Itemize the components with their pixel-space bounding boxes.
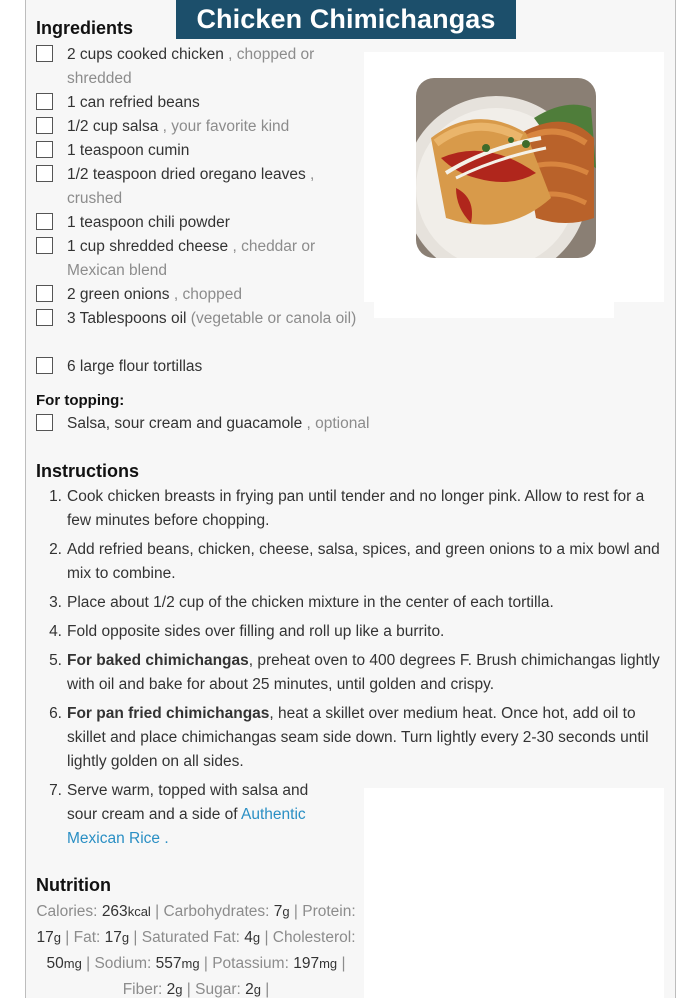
nutrition-item: Calories: 263kcal	[36, 903, 151, 920]
nutrition-item: Fat: 17g	[73, 929, 130, 946]
step-number: 7.	[49, 782, 62, 799]
nutrition-item: Protein: 17g	[36, 903, 356, 946]
step-number: 4.	[49, 623, 62, 640]
ingredient-item	[36, 91, 366, 115]
nutrition-heading: Nutrition	[36, 875, 111, 895]
ingredient-amount: 3 Tablespoons oil	[67, 310, 187, 327]
nutrition-item: Carbohydrates: 7g	[163, 903, 290, 920]
nutrition-item: Saturated Fat: 4g	[141, 929, 261, 946]
ingredient-amount: 1/2 teaspoon dried oregano leaves	[67, 166, 306, 183]
ingredient-item	[36, 43, 366, 91]
topping-checkbox[interactable]	[36, 414, 53, 431]
instruction-step	[36, 538, 666, 586]
link-suffix: .	[160, 830, 169, 847]
ingredient-checkbox[interactable]	[36, 117, 53, 134]
step-number: 6.	[49, 705, 62, 722]
step-number: 5.	[49, 652, 62, 669]
step-text: , heat a skillet over medium heat. Once hot, add oil to skillet and place chimichangas seam side down. Turn lightly every 2-30 seconds until lightly golden on all sides.	[67, 705, 649, 770]
instruction-step	[36, 779, 336, 851]
ingredient-note: , chopped	[169, 286, 242, 303]
step-text: , preheat oven to 400 degrees F. Brush chimichangas lightly with oil and bake for about 25 minutes, until golden and crispy.	[67, 652, 660, 693]
step-text: Cook chicken breasts in frying pan until tender and no longer pink. Allow to rest for a few minutes before chopping.	[67, 488, 645, 529]
nutrition-item: Sugar: 2g	[195, 981, 261, 998]
ingredient-checkbox[interactable]	[36, 357, 53, 374]
ingredient-note: , cheddar or Mexican blend	[67, 238, 316, 279]
ingredient-checkbox[interactable]	[36, 141, 53, 158]
ingredient-checkbox[interactable]	[36, 309, 53, 326]
ingredient-item	[36, 355, 366, 379]
chimichanga-photo-image	[416, 78, 596, 258]
topping-item	[36, 412, 436, 436]
image-panel-footer	[374, 300, 614, 318]
topping-heading: For topping:	[36, 392, 125, 409]
instruction-step	[36, 649, 666, 697]
ingredient-note: , crushed	[67, 166, 315, 207]
ingredient-amount: 1 can refried beans	[67, 94, 200, 111]
ingredient-amount: 1/2 cup salsa	[67, 118, 159, 135]
step-text: Serve warm, topped with salsa and sour cream and a side of	[67, 782, 309, 823]
nutrition-item: Fiber: 2g	[122, 981, 183, 998]
mexican-rice-link[interactable]: Authentic Mexican Rice	[67, 806, 306, 847]
ingredient-item	[36, 115, 366, 139]
recipe-photo	[416, 78, 596, 258]
ingredient-checkbox[interactable]	[36, 213, 53, 230]
ingredient-item	[36, 163, 366, 211]
instructions-heading: Instructions	[36, 461, 140, 481]
step-text: Add refried beans, chicken, cheese, salsa, spices, and green onions to a mix bowl and mix to combine.	[67, 541, 660, 582]
step-number: 3.	[49, 594, 62, 611]
ingredient-checkbox[interactable]	[36, 45, 53, 62]
ingredient-item	[36, 211, 366, 235]
ingredient-amount: 1 cup shredded cheese	[67, 238, 229, 255]
ingredient-item	[36, 307, 366, 331]
ingredient-item	[36, 283, 366, 307]
nutrition-item: Potassium: 197mg	[212, 955, 338, 972]
nutrition-item: Cholesterol: 50mg	[46, 929, 356, 972]
ingredient-amount: 2 cups cooked chicken	[67, 46, 224, 63]
step-number: 2.	[49, 541, 62, 558]
ingredient-checkbox[interactable]	[36, 285, 53, 302]
step-text: Fold opposite sides over filling and roll up like a burrito.	[67, 623, 445, 640]
nutrition-item: Sodium: 557mg	[94, 955, 200, 972]
step-bold-text: For baked chimichangas	[67, 652, 249, 669]
ingredient-note: , your favorite kind	[158, 118, 290, 135]
ingredient-amount: 1 teaspoon cumin	[67, 142, 190, 159]
ingredient-note: , chopped or shredded	[67, 46, 315, 87]
ingredient-checkbox[interactable]	[36, 93, 53, 110]
ingredient-checkbox[interactable]	[36, 165, 53, 182]
instruction-step	[36, 702, 666, 774]
recipe-title: Chicken Chimichangas	[176, 0, 516, 39]
ingredients-heading: Ingredients	[36, 18, 134, 38]
ingredient-checkbox[interactable]	[36, 237, 53, 254]
instruction-step	[36, 620, 666, 644]
step-bold-text: For pan fried chimichangas	[67, 705, 270, 722]
ingredient-item	[36, 235, 366, 283]
image-panel-lower	[364, 788, 664, 998]
instruction-step	[36, 485, 666, 533]
step-number: 1.	[49, 488, 62, 505]
ingredient-note: (vegetable or canola oil)	[186, 310, 357, 327]
ingredient-amount: 2 green onions	[67, 286, 170, 303]
topping-note: , optional	[302, 415, 370, 432]
ingredient-amount: 1 teaspoon chili powder	[67, 214, 230, 231]
ingredient-item	[36, 139, 366, 163]
step-text: Place about 1/2 cup of the chicken mixture in the center of each tortilla.	[67, 594, 554, 611]
instruction-step	[36, 591, 666, 615]
nutrition-facts: Calories: 263kcal | Carbohydrates: 7g | Protein: 17g | Fat: 17g | Saturated Fat: 4g | Cholesterol: 50mg | Sodium: 557mg | Potassium: 197mg | Fiber: 2g | Sugar: 2g |	[36, 903, 356, 998]
ingredient-amount: 6 large flour tortillas	[67, 358, 203, 375]
topping-amount: Salsa, sour cream and guacamole	[67, 415, 303, 432]
